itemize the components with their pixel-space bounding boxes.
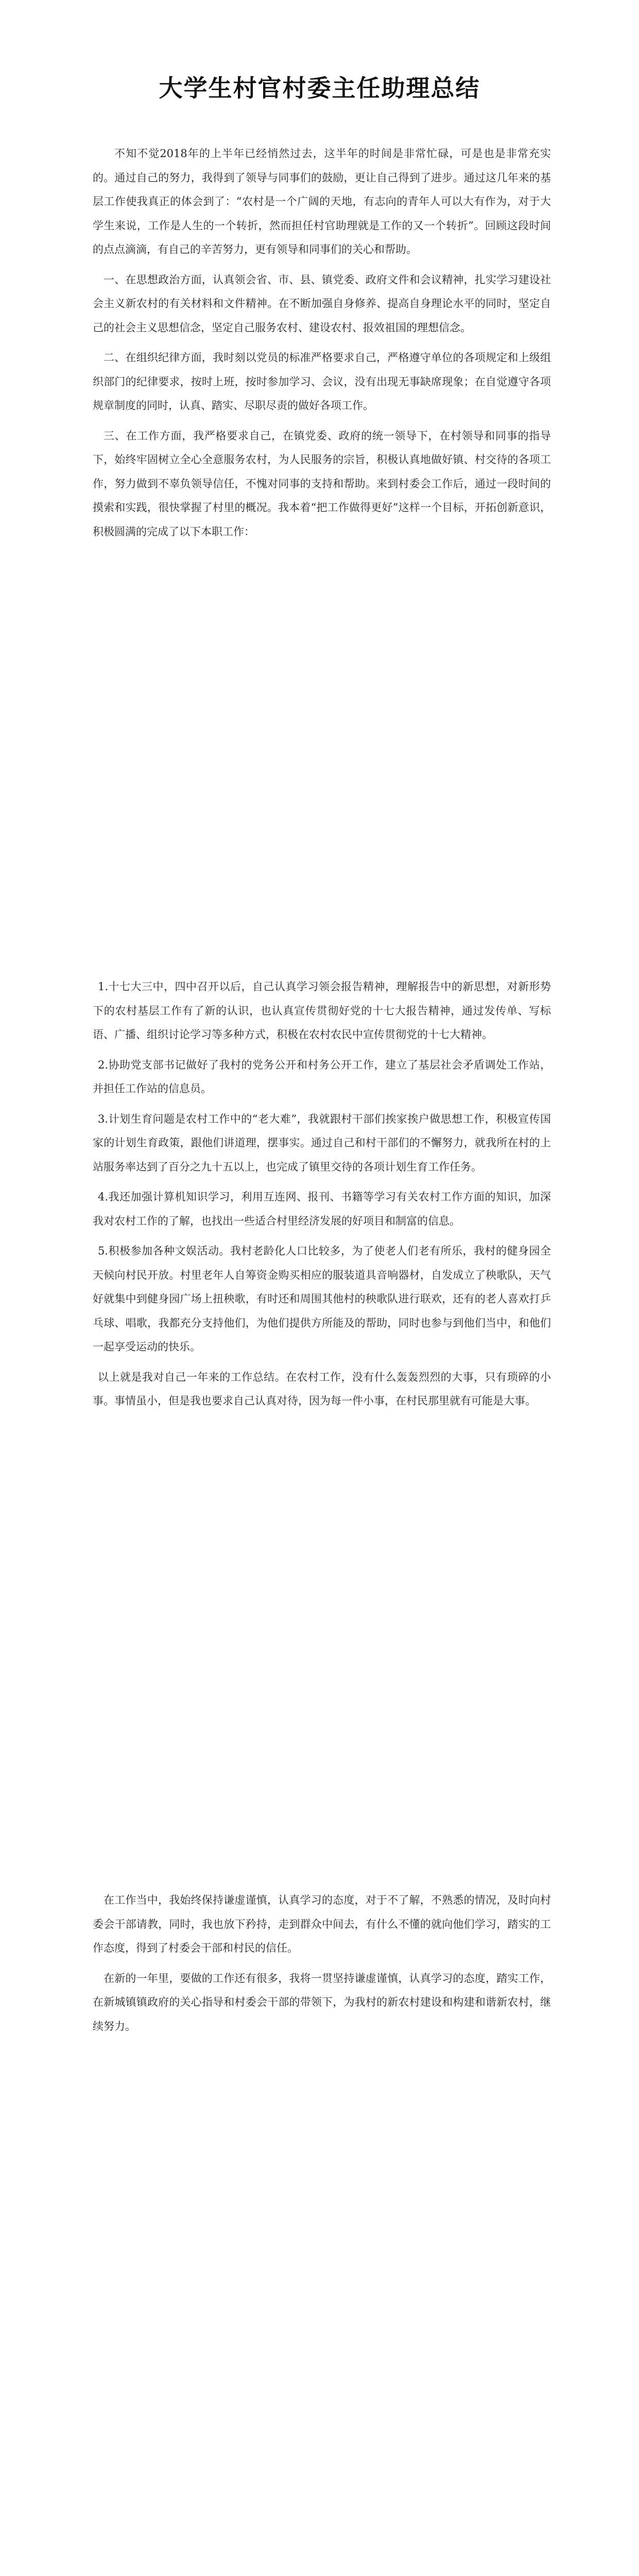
paragraph-summary: 以上就是我对自己一年来的工作总结。在农村工作，没有什么轰轰烈烈的大事，只有琐碎的小事。事情虽小，但是我也要求自己认真对待，因为每一件小事，在村民那里就有可能是大事。 [93, 1370, 551, 1407]
paragraph-intro: 不知不觉2018年的上半年已经悄然过去，这半年的时间是非常忙碌，可是也是非常充实的。通过自己的努力，我得到了领导与同事们的鼓励，更让自己得到了进步。通过这几年来的基层工作使我真正的体会到了：“农村是一个广阔的天地，有志向的青年人可以大有作为，对于大学生来说，工作是人生的一个转折，然而担任村官助理就是工作的又一个转折”。回顾这段时间的点点滴滴，有自己的辛苦努力，更有领导和同事们的关心和帮助。 [93, 147, 551, 256]
paragraph-political: 一、在思想政治方面，认真领会省、市、县、镇党委、政府文件和会议精神，扎实学习建设社会主义新农村的有关材料和文件精神。在不断加强自身修养、提高自身理论水平的同时，坚定自己的社会主义思想信念，坚定自己服务农村、建设农村、报效祖国的理想信念。 [93, 273, 551, 334]
section-intro [93, 142, 551, 550]
paragraph-new-year: 在新的一年里，要做的工作还有很多，我将一贯坚持谦虚谨慎，认真学习的态度，踏实工作，在新城镇镇政府的关心指导和村委会干部的带领下，为我村的新农村建设和构建和谐新农村，继续努力。 [93, 1972, 551, 2032]
paragraph-attitude: 在工作当中，我始终保持谦虚谨慎，认真学习的态度，对于不了解，不熟悉的情况，及时向村委会干部请教，同时，我也放下矜持，走到群众中间去，有什么不懂的就向他们学习，踏实的工作态度，得到了村委会干部和村民的信任。 [93, 1894, 551, 1954]
paragraph-item-4: 4.我还加强计算机知识学习，利用互连网、报刊、书籍等学习有关农村工作方面的知识，加深我对农村工作的了解，也找出一些适合村里经济发展的好项目和制富的信息。 [93, 1191, 551, 1227]
paragraph-discipline: 二、在组织纪律方面，我时刻以党员的标准严格要求自己，严格遵守单位的各项规定和上级组织部门的纪律要求，按时上班，按时参加学习、会议，没有出现无事缺席现象；在自觉遵守各项规章制度的同时，认真、踏实、尽职尽责的做好各项工作。 [93, 351, 551, 412]
paragraph-work: 三、在工作方面，我严格要求自己，在镇党委、政府的统一领导下，在村领导和同事的指导下，始终牢固树立全心全意服务农村，为人民服务的宗旨，积极认真地做好镇、村交待的各项工作，努力做到不辜负领导信任，不愧对同事的支持和帮助。来到村委会工作后，通过一段时间的摸索和实践，很快掌握了村里的概况。我本着“把工作做得更好”这样一个目标，开拓创新意识，积极圆满的完成了以下本职工作： [93, 429, 551, 538]
section-closing [93, 1888, 551, 2044]
document-title: 大学生村官村委主任助理总结 [159, 74, 480, 102]
paragraph-item-5: 5.积极参加各种文娱活动。我村老龄化人口比较多，为了使老人们老有所乐，我村的健身园全天候向村民开放。村里老年人自筹资金购买相应的服装道具音响器材，自发成立了秧歌队，天气好就集中到健身园广场上扭秧歌，有时还和周围其他村的秧歌队进行联欢，还有的老人喜欢打乒乓球、唱歌，我都充分支持他们，为他们提供方所能及的帮助，同时也参与到他们当中，和他们一起享受运动的快乐。 [93, 1245, 551, 1353]
paragraph-item-3: 3.计划生育问题是农村工作中的“老大难”，我就跟村干部们挨家挨户做思想工作，积极宣传国家的计划生育政策，跟他们讲道理，摆事实。通过自己和村干部们的不懈努力，就我所在村的上站服务率达到了百分之九十五以上，也完成了镇里交待的各项计划生育工作任务。 [93, 1112, 551, 1173]
section-duties [93, 975, 551, 1419]
paragraph-item-2: 2.协助党支部书记做好了我村的党务公开和村务公开工作，建立了基层社会矛盾调处工作站，并担任工作站的信息员。 [93, 1058, 551, 1095]
paragraph-item-1: 1.十七大三中，四中召开以后，自己认真学习领会报告精神，理解报告中的新思想，对新形势下的农村基层工作有了新的认识，也认真宣传贯彻好党的十七大报告精神，通过发传单、写标语、广播、组织讨论学习等多种方式，积极在农村农民中宣传贯彻党的十七大精神。 [93, 980, 551, 1041]
